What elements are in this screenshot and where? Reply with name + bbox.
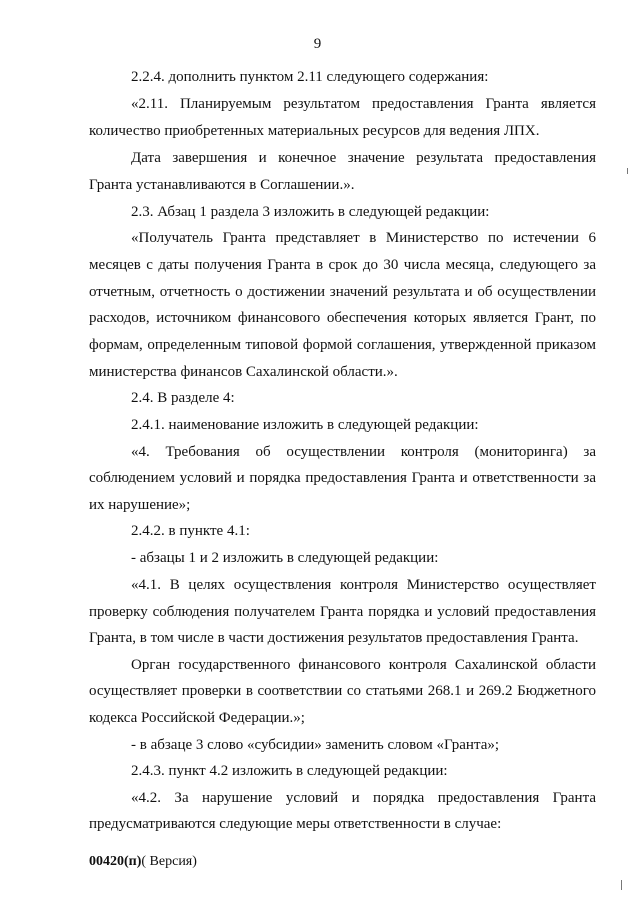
scan-mark [621,880,622,890]
page-number: 9 [313,36,322,52]
paragraph-line: отчетным, отчетность о достижении значений результата и об осуществлении [89,284,596,300]
paragraph-line: - абзацы 1 и 2 изложить в следующей редакции: [131,550,439,566]
document-code: 00420(п) [89,854,142,869]
paragraph-line: проверку соблюдения получателем Гранта порядка и условий предоставления [89,604,596,620]
paragraph-line: расходов, источником финансового обеспечения которых является Грант, по [89,310,596,326]
paragraph-line: - в абзаце 3 слово «субсидии» заменить словом «Гранта»; [131,737,500,753]
paragraph-line: 2.2.4. дополнить пунктом 2.11 следующего содержания: [131,69,489,85]
paragraph-line: «2.11. Планируемым результатом предоставления Гранта является [131,96,596,112]
paragraph-line: «4. Требования об осуществлении контроля (мониторинга) за [131,444,596,460]
paragraph-line: предусматриваются следующие меры ответственности в случае: [89,816,502,832]
document-version: ( Версия) [141,854,197,869]
scan-mark [627,168,628,174]
paragraph-line: Дата завершения и конечное значение результата предоставления [131,150,596,166]
paragraph-line: месяцев с даты получения Гранта в срок до 30 числа месяца, следующего за [89,257,596,273]
paragraph-line: 2.4.2. в пункте 4.1: [131,523,250,539]
paragraph-line: «4.2. За нарушение условий и порядка предоставления Гранта [131,790,596,806]
paragraph-line: 2.4. В разделе 4: [131,390,235,406]
paragraph-line: 2.3. Абзац 1 раздела 3 изложить в следующей редакции: [131,204,490,220]
paragraph-line: количество приобретенных материальных ресурсов для ведения ЛПХ. [89,123,540,139]
paragraph-line: «Получатель Гранта представляет в Министерство по истечении 6 [131,230,596,246]
paragraph-line: министерства финансов Сахалинской области.». [89,364,398,380]
document-footer [89,853,197,871]
paragraph-line: Гранта устанавливаются в Соглашении.». [89,177,355,193]
paragraph-line: Гранта, в том числе в части достижения результатов предоставления Гранта. [89,630,579,646]
paragraph-line: их нарушение»; [89,497,191,513]
paragraph-line: формам, определенным типовой формой соглашения, утвержденной приказом [89,337,596,353]
paragraph-line: 2.4.1. наименование изложить в следующей редакции: [131,417,479,433]
paragraph-line: Орган государственного финансового контроля Сахалинской области [131,657,596,673]
paragraph-line: осуществляет проверки в соответствии со статьями 268.1 и 269.2 Бюджетного [89,683,596,699]
paragraph-line: кодекса Российской Федерации.»; [89,710,305,726]
paragraph-line: 2.4.3. пункт 4.2 изложить в следующей редакции: [131,763,448,779]
paragraph-line: соблюдением условий и порядка предоставления Гранта и ответственности за [89,470,596,486]
paragraph-line: «4.1. В целях осуществления контроля Министерство осуществляет [131,577,596,593]
